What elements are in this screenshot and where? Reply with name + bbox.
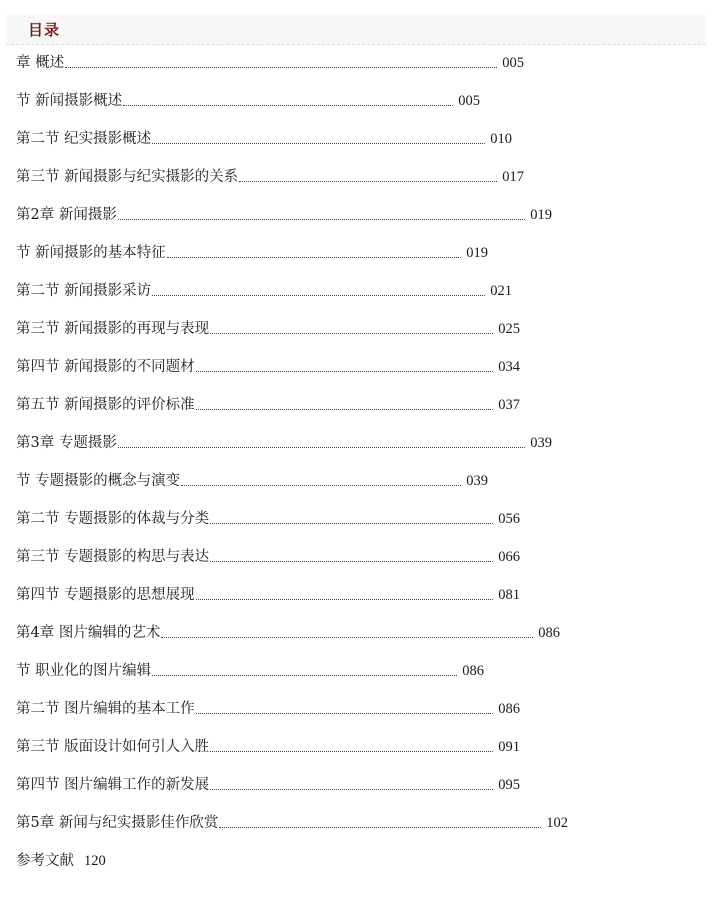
dot-leader bbox=[210, 332, 493, 334]
toc-entry-label: 第四节 图片编辑工作的新发展 bbox=[16, 777, 210, 793]
dot-leader bbox=[152, 674, 457, 676]
toc-title: 目录 bbox=[28, 21, 61, 39]
toc-entry[interactable] bbox=[16, 241, 488, 263]
toc-entry-label: 第5章 新闻与纪实摄影佳作欣赏 bbox=[16, 815, 219, 831]
toc-entry-page: 019 bbox=[466, 245, 488, 261]
toc-entry-page: 034 bbox=[498, 359, 520, 375]
toc-entry-page: 017 bbox=[502, 169, 524, 185]
toc-entry[interactable] bbox=[16, 165, 524, 187]
dot-leader bbox=[196, 598, 494, 600]
dot-leader bbox=[123, 104, 453, 106]
toc-entry[interactable] bbox=[16, 735, 520, 757]
toc-entry[interactable] bbox=[16, 773, 520, 795]
dot-leader bbox=[196, 370, 494, 372]
toc-entry-page: 025 bbox=[498, 321, 520, 337]
toc-entry-page: 010 bbox=[490, 131, 512, 147]
toc-entry[interactable] bbox=[16, 127, 512, 149]
toc-entry-page: 005 bbox=[502, 55, 524, 71]
dot-leader bbox=[65, 66, 497, 68]
toc-entry-label: 第三节 版面设计如何引人入胜 bbox=[16, 739, 210, 755]
toc-entry-label: 第4章 图片编辑的艺术 bbox=[16, 625, 161, 641]
toc-entry-page: 081 bbox=[498, 587, 520, 603]
dot-leader bbox=[210, 560, 493, 562]
toc-entry-page: 086 bbox=[538, 625, 560, 641]
toc-entry-label: 节 新闻摄影的基本特征 bbox=[16, 245, 166, 261]
toc-entry-label: 第三节 新闻摄影的再现与表现 bbox=[16, 321, 210, 337]
toc-entry[interactable] bbox=[16, 507, 520, 529]
toc-entry[interactable] bbox=[16, 849, 216, 871]
toc-entry-page: 019 bbox=[530, 207, 552, 223]
toc-entry-page: 039 bbox=[530, 435, 552, 451]
toc-entry-label: 第二节 新闻摄影采访 bbox=[16, 283, 152, 299]
toc-entry-page: 120 bbox=[84, 853, 106, 869]
toc-entry-label: 第3章 专题摄影 bbox=[16, 435, 117, 451]
toc-entry-page: 095 bbox=[498, 777, 520, 793]
toc-entry[interactable] bbox=[16, 317, 520, 339]
toc-entry-page: 039 bbox=[466, 473, 488, 489]
dot-leader bbox=[219, 826, 541, 828]
toc-entry-label: 第三节 专题摄影的构思与表达 bbox=[16, 549, 210, 565]
toc-entry[interactable] bbox=[16, 469, 488, 491]
dot-leader bbox=[167, 256, 462, 258]
dot-leader bbox=[118, 446, 525, 448]
dot-leader bbox=[196, 712, 494, 714]
toc-entry[interactable] bbox=[16, 89, 480, 111]
toc-entry-label: 第2章 新闻摄影 bbox=[16, 207, 117, 223]
toc-entry[interactable] bbox=[16, 659, 484, 681]
toc-entry-page: 005 bbox=[458, 93, 480, 109]
toc-entry[interactable] bbox=[16, 279, 512, 301]
toc-entry-page: 086 bbox=[498, 701, 520, 717]
toc-entry-page: 086 bbox=[462, 663, 484, 679]
toc-entry[interactable] bbox=[16, 545, 520, 567]
dot-leader bbox=[152, 142, 485, 144]
toc-entry-page: 021 bbox=[490, 283, 512, 299]
toc-entry-page: 037 bbox=[498, 397, 520, 413]
toc-entry[interactable] bbox=[16, 697, 520, 719]
dot-leader bbox=[210, 522, 493, 524]
toc-entry-page: 056 bbox=[498, 511, 520, 527]
toc-entry-label: 第二节 专题摄影的体裁与分类 bbox=[16, 511, 210, 527]
dot-leader bbox=[152, 294, 485, 296]
toc-entry-label: 第三节 新闻摄影与纪实摄影的关系 bbox=[16, 169, 239, 185]
toc-entry-label: 第二节 图片编辑的基本工作 bbox=[16, 701, 195, 717]
dot-leader bbox=[161, 636, 533, 638]
toc-entry[interactable] bbox=[16, 811, 568, 833]
toc-entry-label: 节 职业化的图片编辑 bbox=[16, 663, 152, 679]
toc-entry[interactable] bbox=[16, 393, 520, 415]
dot-leader bbox=[210, 750, 493, 752]
toc-entry-page: 066 bbox=[498, 549, 520, 565]
dot-leader bbox=[196, 408, 494, 410]
toc-entry-label: 参考文献 bbox=[16, 853, 74, 869]
toc-entry[interactable] bbox=[16, 431, 552, 453]
dot-leader bbox=[239, 180, 497, 182]
toc-entry-page: 102 bbox=[546, 815, 568, 831]
toc-entry-page: 091 bbox=[498, 739, 520, 755]
dot-leader bbox=[210, 788, 493, 790]
toc-entry[interactable] bbox=[16, 355, 520, 377]
toc-entry-label: 第四节 新闻摄影的不同题材 bbox=[16, 359, 195, 375]
dot-leader bbox=[118, 218, 525, 220]
toc-entry-label: 第四节 专题摄影的思想展现 bbox=[16, 587, 195, 603]
toc-entry[interactable] bbox=[16, 203, 552, 225]
toc-entry-label: 第五节 新闻摄影的评价标准 bbox=[16, 397, 195, 413]
toc-entry-label: 节 专题摄影的概念与演变 bbox=[16, 473, 181, 489]
toc-entry-label: 章 概述 bbox=[16, 55, 65, 71]
toc-entry[interactable] bbox=[16, 583, 520, 605]
toc-entry[interactable] bbox=[16, 51, 524, 73]
toc-entry-label: 第二节 纪实摄影概述 bbox=[16, 131, 152, 147]
toc-entry[interactable] bbox=[16, 621, 560, 643]
dot-leader bbox=[181, 484, 461, 486]
toc-entry-label: 节 新闻摄影概述 bbox=[16, 93, 123, 109]
